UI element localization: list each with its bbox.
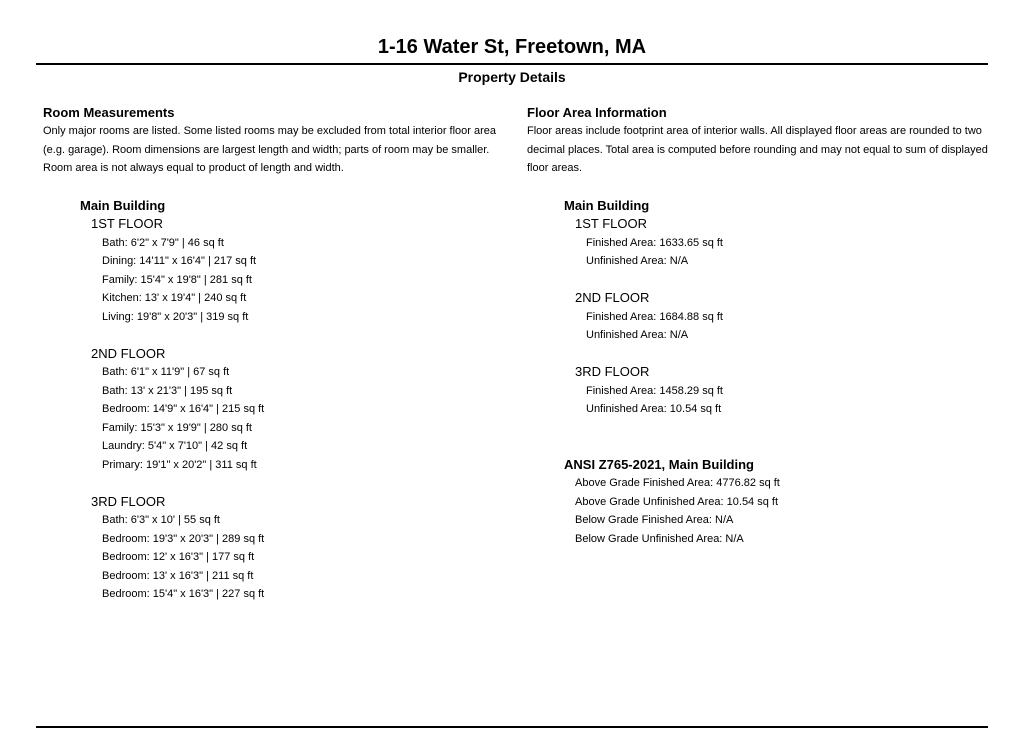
room-item: Bath: 13' x 21'3" | 195 sq ft: [102, 384, 233, 397]
area-item: Unfinished Area: 10.54 sq ft: [586, 403, 722, 415]
room-floor-1: [91, 215, 513, 326]
area-floor-2: [575, 289, 997, 345]
room-item: Bedroom: 15'4" x 16'3" | 227 sq ft: [102, 588, 265, 600]
area-item: Finished Area: 1684.88 sq ft: [586, 310, 723, 323]
ansi-title: ANSI Z765-2021, Main Building: [564, 456, 754, 472]
room-item: Bedroom: 12' x 16'3" | 177 sq ft: [102, 551, 255, 563]
room-item: Bedroom: 19'3" x 20'3" | 289 sq ft: [102, 532, 265, 545]
room-floor-3: [91, 493, 513, 604]
floor-label: 2ND FLOOR: [575, 290, 650, 305]
floor-label: 1ST FLOOR: [91, 216, 164, 231]
ansi-item: Above Grade Unfinished Area: 10.54 sq ft: [575, 495, 779, 508]
room-item: Bath: 6'1" x 11'9" | 67 sq ft: [102, 366, 230, 378]
floor-area-heading: Floor Area Information: [527, 105, 667, 120]
ansi-item: Below Grade Unfinished Area: N/A: [575, 532, 744, 545]
footer-divider: [36, 726, 988, 728]
header-divider: [36, 63, 988, 65]
page-subtitle: Property Details: [458, 69, 566, 85]
ansi-summary-block: [564, 456, 997, 549]
area-building-block: [564, 197, 997, 419]
area-item: Unfinished Area: N/A: [586, 255, 689, 267]
room-item: Dining: 14'11" x 16'4" | 217 sq ft: [102, 255, 257, 267]
ansi-item: Above Grade Finished Area: 4776.82 sq ft: [575, 477, 780, 489]
room-item: Living: 19'8" x 20'3" | 319 sq ft: [102, 310, 249, 323]
room-item: Primary: 19'1" x 20'2" | 311 sq ft: [102, 458, 257, 471]
page-title: 1-16 Water St, Freetown, MA: [377, 36, 647, 58]
room-item: Bedroom: 14'9" x 16'4" | 215 sq ft: [102, 403, 265, 415]
room-building-block: [80, 197, 513, 604]
room-item: Laundry: 5'4" x 7'10" | 42 sq ft: [102, 440, 248, 452]
area-item: Finished Area: 1458.29 sq ft: [586, 384, 723, 397]
room-measurements-description: Only major rooms are listed. Some listed rooms may be excluded from total interior floor area (e.g. garage). Room dimensions are largest length and width; parts of room may be smaller. Room area is not always equal to product of length and width.: [43, 125, 497, 174]
floor-area-section: [527, 104, 997, 548]
room-building-title: Main Building: [80, 197, 166, 213]
area-building-title: Main Building: [564, 197, 650, 213]
floor-area-description: Floor areas include footprint area of interior walls. All displayed floor areas are rounded to two decimal places. Total area is computed before rounding and may not equal to sum of displayed floor areas.: [527, 125, 988, 174]
room-measurements-heading: Room Measurements: [43, 105, 175, 120]
room-item: Bath: 6'3" x 10' | 55 sq ft: [102, 514, 220, 526]
room-floor-2: [91, 345, 513, 475]
floor-label: 2ND FLOOR: [91, 345, 166, 361]
room-item: Family: 15'3" x 19'9" | 280 sq ft: [102, 421, 252, 434]
area-item: Finished Area: 1633.65 sq ft: [586, 236, 723, 249]
room-item: Family: 15'4" x 19'8" | 281 sq ft: [102, 273, 252, 286]
area-floor-3: [575, 363, 997, 419]
room-item: Bedroom: 13' x 16'3" | 211 sq ft: [102, 569, 254, 582]
area-floor-1: [575, 215, 997, 271]
room-measurements-section: [43, 104, 513, 604]
floor-label: 3RD FLOOR: [91, 493, 166, 509]
room-item: Bath: 6'2" x 7'9" | 46 sq ft: [102, 236, 224, 249]
ansi-item: Below Grade Finished Area: N/A: [575, 514, 734, 526]
floor-label: 3RD FLOOR: [575, 364, 650, 379]
room-item: Kitchen: 13' x 19'4" | 240 sq ft: [102, 292, 247, 304]
floor-label: 1ST FLOOR: [575, 216, 648, 231]
area-item: Unfinished Area: N/A: [586, 329, 689, 341]
